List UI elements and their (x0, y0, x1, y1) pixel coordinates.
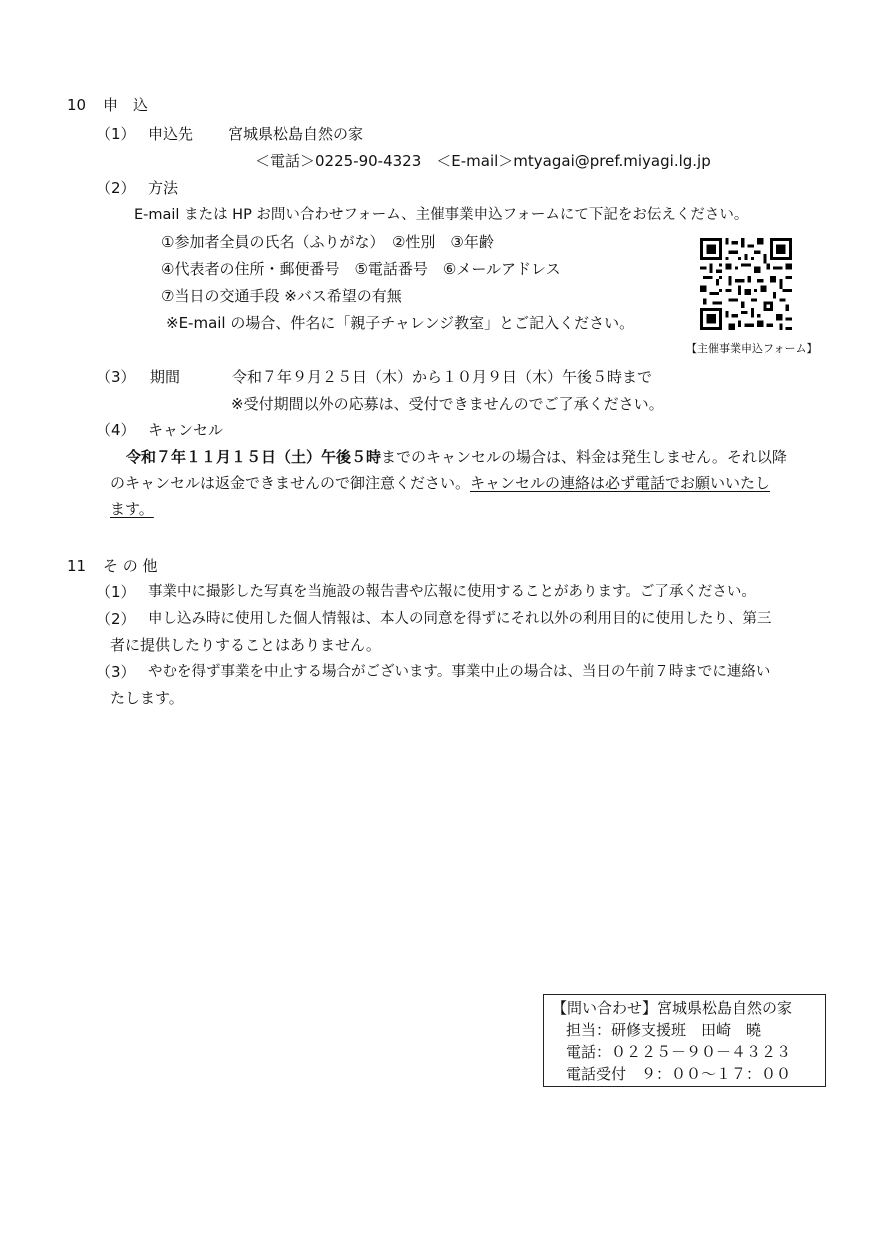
contact-person: 担当：研修支援班 田崎 曉 (566, 1021, 762, 1039)
sec10-number: 10 (67, 96, 87, 114)
sec10-s2-item3: ⑦当日の交通手段 ※バス希望の有無 (161, 287, 402, 305)
sec10-title: 申 込 (103, 96, 149, 114)
sec10-s2-item1: ①参加者全員の氏名（ふりがな） ②性別 ③年齢 (161, 233, 494, 251)
qr-code-icon[interactable] (700, 238, 792, 330)
cancel-phone-notice: キャンセルの連絡は必ず電話でお願いいたし (470, 474, 771, 492)
contact-header: 【問い合わせ】宮城県松島自然の家 (552, 999, 793, 1017)
sec11-i1-number: （1） (96, 583, 136, 601)
sec10-s3-period: 令和７年９月２５日（木）から１０月９日（木）午後５時まで (232, 368, 653, 386)
cancel-policy-text: までのキャンセルの場合は、料金は発生しません。それ以降 (381, 448, 787, 466)
sec10-s2-label: 方法 (148, 179, 179, 197)
cancel-phone-notice-end: ます。 (110, 500, 154, 518)
sec10-s3-note: ※受付期間以外の応募は、受付できませんのでご了承ください。 (231, 395, 664, 413)
sec10-s2-number: （2） (96, 179, 136, 197)
sec11-i2-text2: 者に提供したりすることはありません。 (110, 636, 381, 654)
qr-caption: 【主催事業申込フォーム】 (686, 342, 818, 355)
sec10-s2-item2: ④代表者の住所・郵便番号 ⑤電話番号 ⑥メールアドレス (161, 260, 561, 278)
sec11-i3-number: （3） (96, 663, 136, 681)
cancel-refund-note: のキャンセルは返金できませんので御注意ください。 (110, 474, 471, 492)
sec11-i1-text: 事業中に撮影した写真を当施設の報告書や広報に使用することがあります。ご了承ください。 (148, 584, 756, 600)
sec11-i2-number: （2） (96, 610, 136, 628)
sec10-s1-label: 申込先 (148, 125, 194, 143)
sec10-s3-number: （3） (96, 368, 136, 386)
sec10-s2-note: ※E-mail の場合、件名に「親子チャレンジ教室」とご記入ください。 (166, 314, 635, 332)
sec10-s1-number: （1） (96, 125, 136, 143)
sec10-s1-contact: ＜電話＞0225-90-4323 ＜E-mail＞mtyagai@pref.miyagi.lg.jp (255, 152, 711, 170)
sec11-i3-text1: やむを得ず事業を中止する場合がございます。事業中止の場合は、当日の午前７時までに連絡い (148, 664, 771, 680)
sec10-s4-line2 (110, 473, 770, 493)
sec10-s4-number: （4） (96, 421, 136, 439)
sec11-i2-text1: 申し込み時に使用した個人情報は、本人の同意を得ずにそれ以外の利用目的に使用したり、第三 (148, 611, 772, 627)
sec11-number: 11 (67, 557, 87, 575)
sec11-title: そ の 他 (103, 557, 158, 575)
sec10-s2-intro: E-mail または HP お問い合わせフォーム、主催事業申込フォームにて下記をお伝えください。 (134, 207, 749, 223)
contact-hours: 電話受付 ９：００～１７：００ (566, 1065, 792, 1083)
sec10-s4-line1 (126, 447, 787, 467)
sec10-s3-label: 期間 (150, 368, 181, 386)
sec10-s4-label: キャンセル (148, 421, 224, 439)
cancel-deadline: 令和７年１１月１５日（土）午後５時 (126, 448, 382, 466)
sec11-i3-text2: たします。 (110, 689, 184, 707)
contact-phone: 電話：０２２５－９０－４３２３ (566, 1043, 792, 1061)
contact-box (543, 994, 826, 1087)
sec10-s1-destination: 宮城県松島自然の家 (228, 125, 364, 143)
